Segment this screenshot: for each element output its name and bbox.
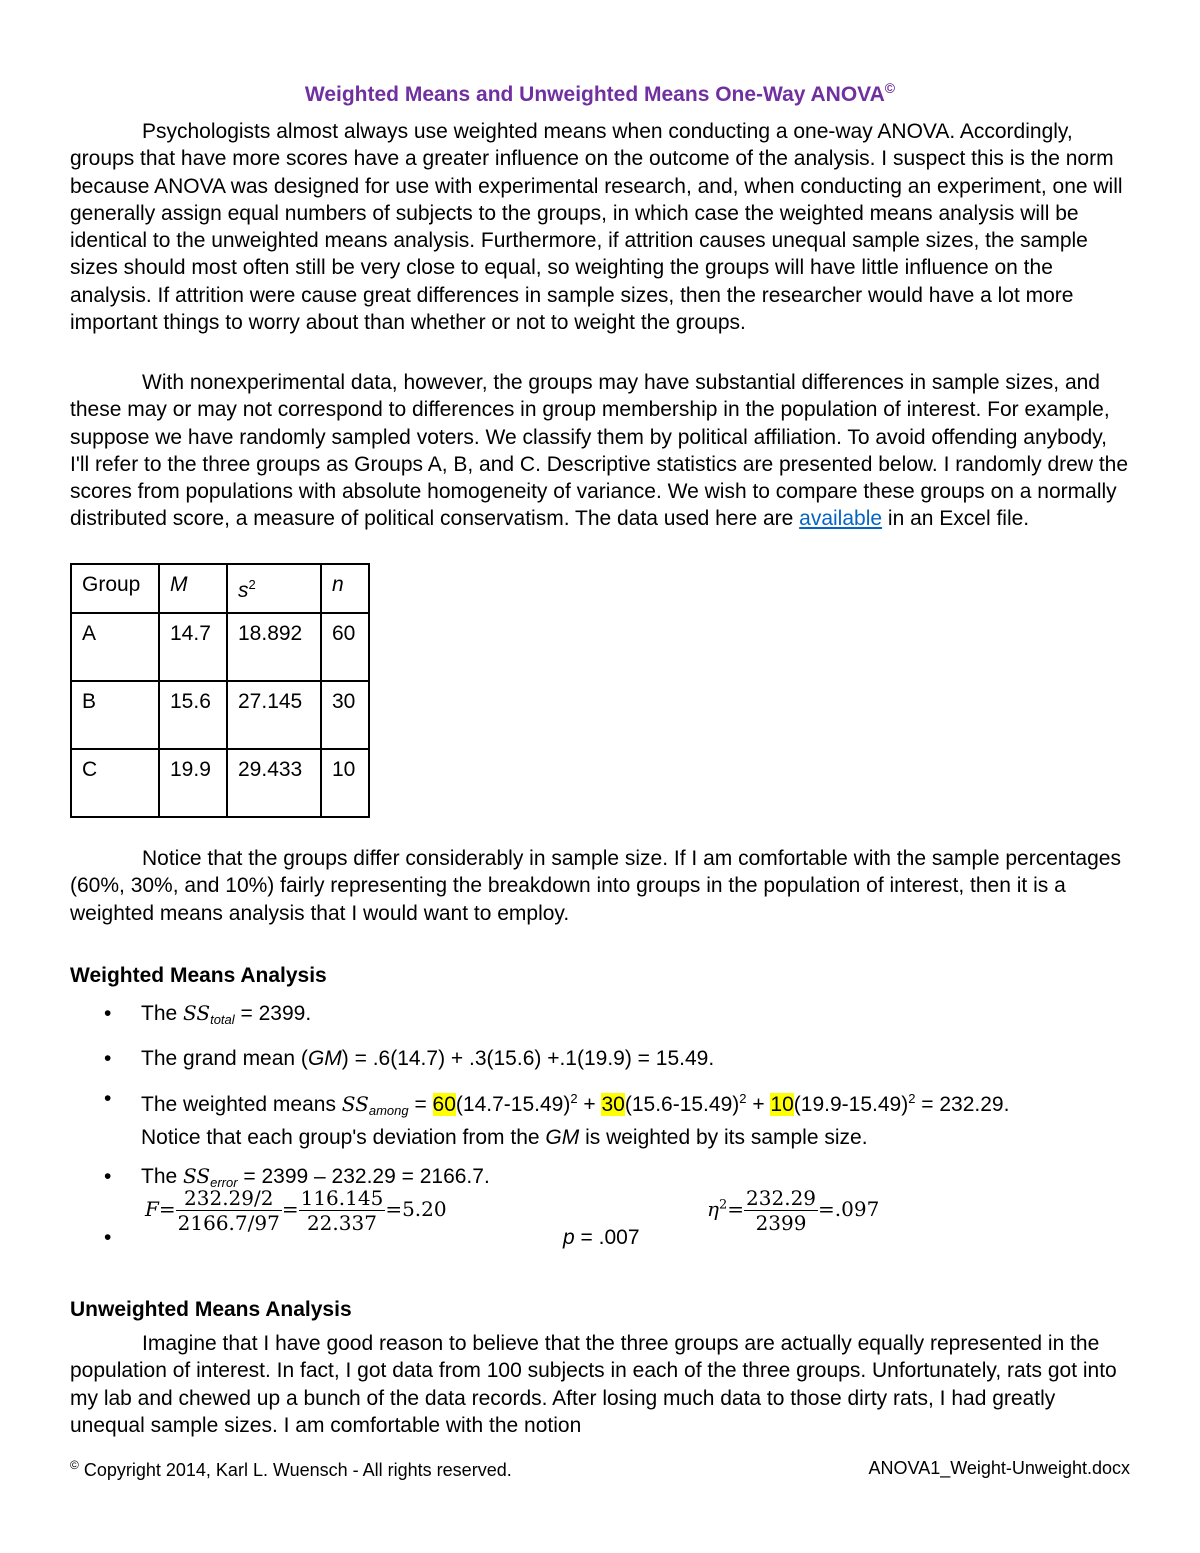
p-value: p = .007 <box>563 1226 640 1249</box>
header-n: n <box>321 564 369 613</box>
table-row <box>71 749 369 817</box>
bullet-icon: • <box>104 1086 112 1110</box>
copyright-symbol: © <box>70 1458 79 1472</box>
highlight-60: 60 <box>432 1092 456 1116</box>
table-row <box>71 613 369 681</box>
weighted-means-list <box>70 1000 1130 1208</box>
cell-n: 30 <box>321 681 369 749</box>
cell-n: 60 <box>321 613 369 681</box>
bullet-icon: • <box>104 1047 112 1071</box>
cell-variance: 27.145 <box>227 681 321 749</box>
footer-copyright: © Copyright 2014, Karl L. Wuensch - All rights reserved. <box>70 1458 512 1480</box>
cell-n: 10 <box>321 749 369 817</box>
cell-group: A <box>71 613 159 681</box>
cell-variance: 29.433 <box>227 749 321 817</box>
highlight-30: 30 <box>601 1092 625 1116</box>
eta-squared-formula: $\eta^2=$ $\frac{232.29}{2399}$ =.097 <box>707 1186 880 1235</box>
list-item: • The $SS_{error} = 2399 - 232.29 = 2166.7$. <box>104 1164 490 1191</box>
cell-mean: 15.6 <box>159 681 227 749</box>
cell-group: B <box>71 681 159 749</box>
header-group: Group <box>71 564 159 613</box>
list-item: • The weighted means $SS_{among} = 60(14.7-15.49)^2 + 30(15.6-15.49)^2 + 10(19.9-15.49)^2 = 232.29$. Notice that each group's deviation from the GM is weighted by its sample size. <box>104 1086 1010 1149</box>
header-variance: $s^2$ <box>227 564 321 613</box>
table-row <box>71 681 369 749</box>
descriptive-statistics-table <box>70 563 370 818</box>
bullet-icon: • <box>104 1165 112 1189</box>
nonexperimental-paragraph: With nonexperimental data, however, the groups may have substantial differences in sample sizes, and these may or may not correspond to differences in group membership in the population of interest. For example, suppose we have randomly sampled voters. We classify them by political affiliation. To avoid offending anybody, I'll refer to the three groups as Groups A, B, and C. Descriptive statistics are presented below. I randomly drew the scores from populations with absolute homogeneity of variance. We wish to compare these groups on a normally distributed score, a measure of political conservatism. The data used here are available in an Excel file. <box>70 371 1129 531</box>
cell-mean: 14.7 <box>159 613 227 681</box>
cell-mean: 19.9 <box>159 749 227 817</box>
header-mean: M <box>159 564 227 613</box>
f-ratio-formula: F= $\frac{232.29/2}{2166.7/97}$ = $\frac{116.145}{22.337}$ =5.20 <box>145 1186 447 1235</box>
bullet-icon: • <box>104 1002 112 1025</box>
intro-paragraph: Psychologists almost always use weighted means when conducting a one-way ANOVA. Accordingly, groups that have more scores have a greater influence on the outcome of the analysis. I suspect this is the norm because ANOVA was designed for use with experimental research, and, when conducting an experiment, one will generally assign equal numbers of subjects to the groups, in which case the weighted means analysis will be identical to the unweighted means analysis. Furthermore, if attrition causes unequal sample sizes, the sample sizes should most often still be very close to equal, so weighting the groups will have little influence on the analysis. If attrition were cause great differences in sample sizes, then the researcher would have a lot more important things to worry about than whether or not to weight the groups. <box>70 120 1123 335</box>
table-header-row <box>71 564 369 613</box>
cell-group: C <box>71 749 159 817</box>
footer-filename: ANOVA1_Weight-Unweight.docx <box>868 1458 1130 1478</box>
list-item: • The $SS_{total} = 2399$. <box>104 1001 312 1027</box>
weighted-means-heading: Weighted Means Analysis <box>70 964 327 987</box>
unweighted-paragraph: Imagine that I have good reason to believe that the three groups are actually equally represented in the population of interest. In fact, I got data from 100 subjects in each of the three groups. Unfortunately, rats got into my lab and chewed up a bunch of the data records. After losing much data to those dirty rats, I had greatly unequal sample sizes. I am comfortable with the notion <box>70 1332 1117 1437</box>
cell-variance: 18.892 <box>227 613 321 681</box>
highlight-10: 10 <box>770 1092 794 1116</box>
sample-size-paragraph: Notice that the groups differ considerably in sample size. If I am comfortable with the sample percentages (60%, 30%, and 10%) fairly representing the breakdown into groups in the population of interest, then it is a weighted means analysis that I would want to employ. <box>70 847 1121 925</box>
available-link[interactable]: available <box>799 507 883 531</box>
bullet-icon: • <box>104 1226 112 1249</box>
copyright-symbol: © <box>884 80 896 96</box>
list-item: • The grand mean (GM) = .6(14.7) + .3(15.6) +.1(19.9) = 15.49. <box>70 1045 1130 1072</box>
page-title: Weighted Means and Unweighted Means One-Way ANOVA© <box>304 80 896 106</box>
unweighted-means-heading: Unweighted Means Analysis <box>70 1298 352 1321</box>
